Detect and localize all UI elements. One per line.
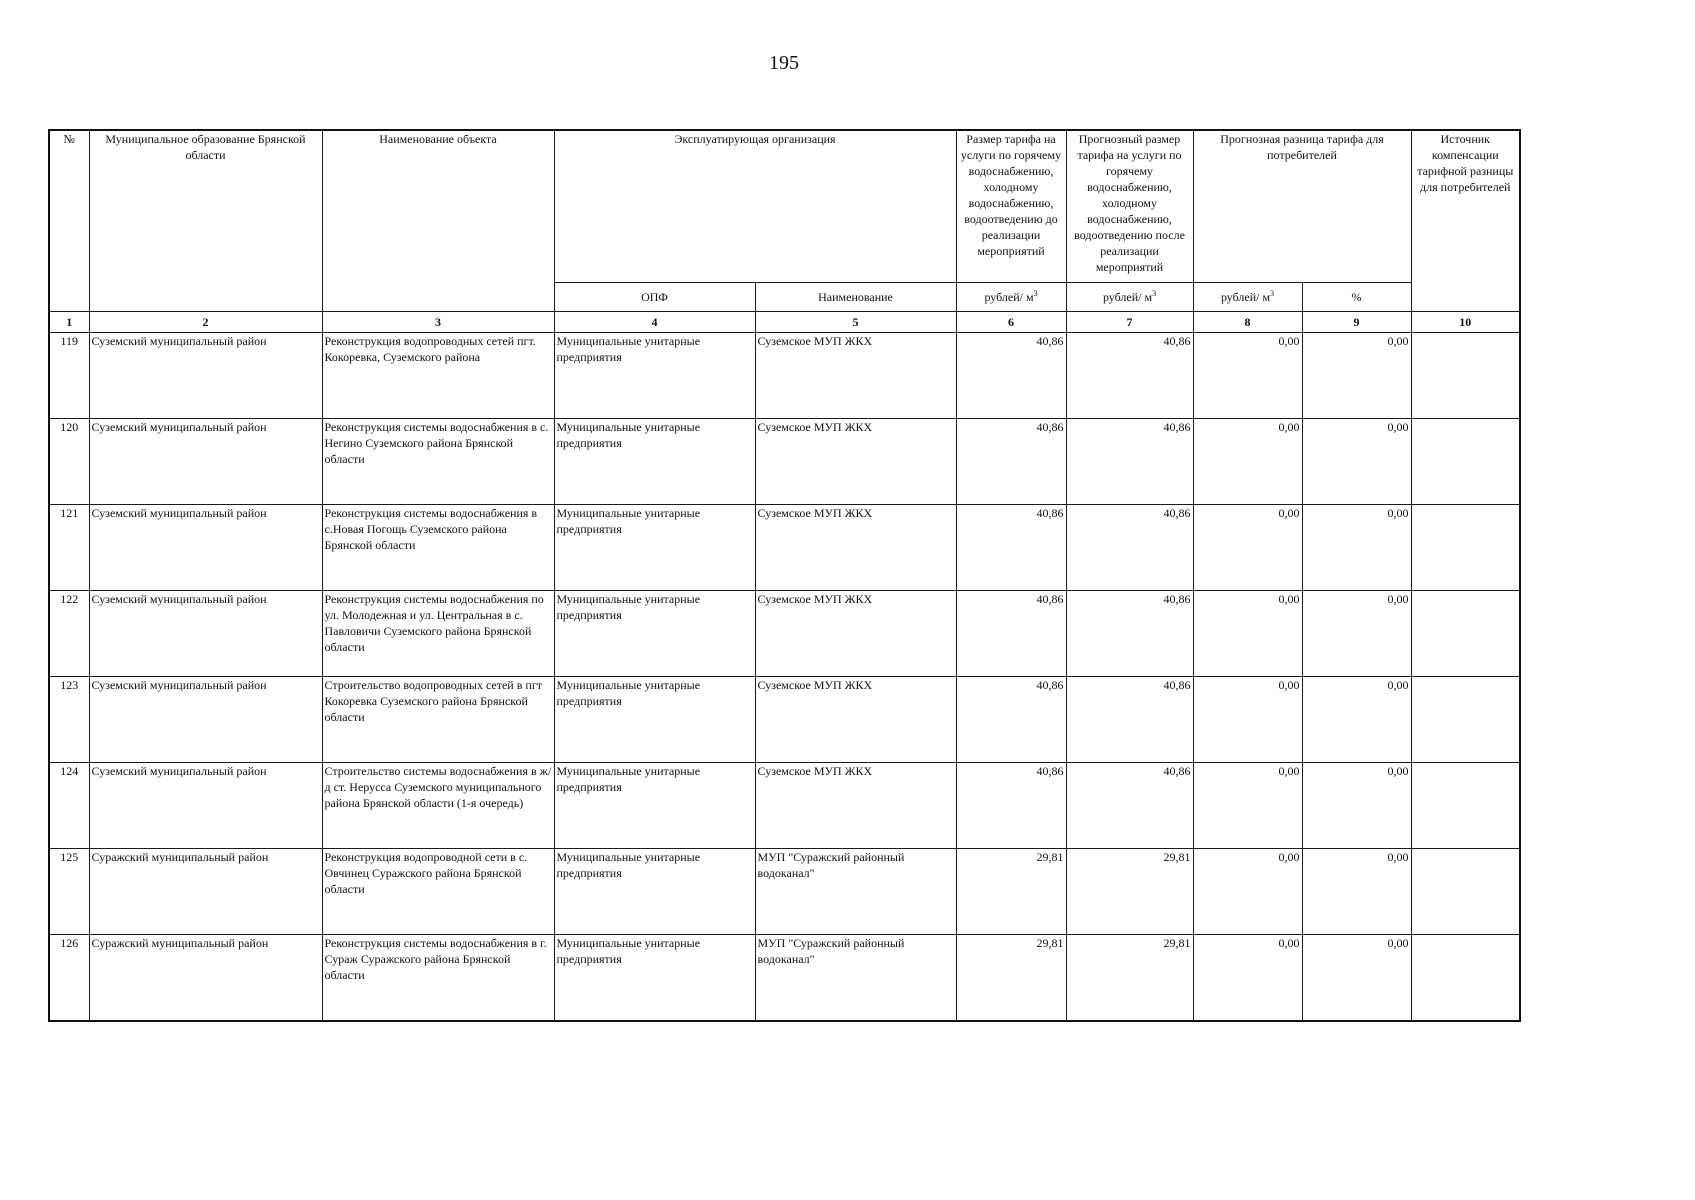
tariff-table — [48, 129, 1521, 1022]
cell-no: 119 — [49, 332, 89, 418]
unit-superscript: 3 — [1152, 288, 1157, 298]
cell-source — [1411, 762, 1520, 848]
column-number: 3 — [322, 311, 554, 332]
cell-tariff-diff: 0,00 — [1193, 676, 1302, 762]
header-unit-before — [956, 282, 1066, 311]
unit-label: рублей/ м — [1102, 289, 1153, 304]
cell-org: МУП "Суражский районный водоканал" — [755, 848, 956, 934]
cell-opf: Муниципальные унитарные предприятия — [554, 590, 755, 676]
cell-tariff-after: 40,86 — [1066, 676, 1193, 762]
cell-source — [1411, 676, 1520, 762]
cell-tariff-after: 29,81 — [1066, 848, 1193, 934]
unit-superscript: 3 — [1270, 288, 1275, 298]
table-row — [49, 762, 1520, 848]
header-operator: Эксплуатирующая организация — [554, 130, 956, 282]
cell-tariff-before: 40,86 — [956, 762, 1066, 848]
cell-municipality: Суземский муниципальный район — [89, 590, 322, 676]
cell-opf: Муниципальные унитарные предприятия — [554, 934, 755, 1021]
column-number: 6 — [956, 311, 1066, 332]
cell-opf: Муниципальные унитарные предприятия — [554, 418, 755, 504]
unit-superscript: 3 — [1033, 288, 1038, 298]
cell-org: Суземское МУП ЖКХ — [755, 676, 956, 762]
cell-no: 126 — [49, 934, 89, 1021]
cell-source — [1411, 848, 1520, 934]
table-row — [49, 332, 1520, 418]
cell-no: 125 — [49, 848, 89, 934]
cell-source — [1411, 934, 1520, 1021]
column-number: 7 — [1066, 311, 1193, 332]
page-number: 195 — [769, 52, 799, 74]
cell-tariff-percent: 0,00 — [1302, 590, 1411, 676]
cell-opf: Муниципальные унитарные предприятия — [554, 848, 755, 934]
cell-tariff-before: 29,81 — [956, 848, 1066, 934]
cell-tariff-percent: 0,00 — [1302, 418, 1411, 504]
cell-opf: Муниципальные унитарные предприятия — [554, 676, 755, 762]
cell-municipality: Суражский муниципальный район — [89, 934, 322, 1021]
cell-org: Суземское МУП ЖКХ — [755, 762, 956, 848]
cell-tariff-diff: 0,00 — [1193, 762, 1302, 848]
cell-tariff-percent: 0,00 — [1302, 504, 1411, 590]
cell-tariff-before: 40,86 — [956, 418, 1066, 504]
cell-tariff-after: 29,81 — [1066, 934, 1193, 1021]
cell-municipality: Суземский муниципальный район — [89, 762, 322, 848]
cell-tariff-diff: 0,00 — [1193, 504, 1302, 590]
table-row — [49, 418, 1520, 504]
cell-no: 123 — [49, 676, 89, 762]
unit-label: рублей/ м — [1220, 289, 1271, 304]
cell-org: МУП "Суражский районный водоканал" — [755, 934, 956, 1021]
cell-tariff-after: 40,86 — [1066, 504, 1193, 590]
cell-tariff-diff: 0,00 — [1193, 332, 1302, 418]
cell-org: Суземское МУП ЖКХ — [755, 418, 956, 504]
cell-object: Реконструкция системы водоснабжения в с.Новая Погощь Суземского района Брянской области — [322, 504, 554, 590]
cell-tariff-diff: 0,00 — [1193, 418, 1302, 504]
header-no: № — [49, 130, 89, 311]
header-compensation-source: Источник компенсации тарифной разницы для потребителей — [1411, 130, 1520, 311]
cell-source — [1411, 418, 1520, 504]
table-row — [49, 676, 1520, 762]
cell-tariff-after: 40,86 — [1066, 762, 1193, 848]
cell-org: Суземское МУП ЖКХ — [755, 504, 956, 590]
cell-tariff-after: 40,86 — [1066, 418, 1193, 504]
header-percent: % — [1302, 282, 1411, 311]
cell-tariff-after: 40,86 — [1066, 332, 1193, 418]
cell-municipality: Суземский муниципальный район — [89, 676, 322, 762]
cell-tariff-percent: 0,00 — [1302, 676, 1411, 762]
cell-tariff-diff: 0,00 — [1193, 590, 1302, 676]
cell-municipality: Суземский муниципальный район — [89, 418, 322, 504]
cell-tariff-diff: 0,00 — [1193, 934, 1302, 1021]
table-row — [49, 934, 1520, 1021]
cell-tariff-diff: 0,00 — [1193, 848, 1302, 934]
cell-org: Суземское МУП ЖКХ — [755, 590, 956, 676]
cell-tariff-after: 40,86 — [1066, 590, 1193, 676]
column-number: 8 — [1193, 311, 1302, 332]
cell-no: 120 — [49, 418, 89, 504]
header-unit-diff — [1193, 282, 1302, 311]
table-header — [49, 130, 1520, 332]
column-number: 1 — [49, 311, 89, 332]
cell-municipality: Суражский муниципальный район — [89, 848, 322, 934]
cell-object: Строительство водопроводных сетей в пгт Кокоревка Суземского района Брянской области — [322, 676, 554, 762]
cell-object: Реконструкция водопроводных сетей пгт. Кокоревка, Суземского района — [322, 332, 554, 418]
cell-tariff-before: 40,86 — [956, 676, 1066, 762]
cell-municipality: Суземский муниципальный район — [89, 504, 322, 590]
cell-object: Реконструкция водопроводной сети в с. Овчинец Суражского района Брянской области — [322, 848, 554, 934]
header-tariff-before: Размер тарифа на услуги по горячему водоснабжению, холодному водоснабжению, водоотведению до реализации мероприятий — [956, 130, 1066, 282]
header-org-name: Наименование — [755, 282, 956, 311]
cell-opf: Муниципальные унитарные предприятия — [554, 762, 755, 848]
cell-tariff-before: 40,86 — [956, 590, 1066, 676]
cell-tariff-percent: 0,00 — [1302, 934, 1411, 1021]
header-object-name: Наименование объекта — [322, 130, 554, 311]
table-row — [49, 590, 1520, 676]
cell-source — [1411, 504, 1520, 590]
cell-tariff-before: 40,86 — [956, 504, 1066, 590]
cell-source — [1411, 590, 1520, 676]
column-number: 5 — [755, 311, 956, 332]
header-opf: ОПФ — [554, 282, 755, 311]
column-number: 9 — [1302, 311, 1411, 332]
cell-no: 122 — [49, 590, 89, 676]
cell-no: 121 — [49, 504, 89, 590]
header-tariff-after: Прогнозный размер тарифа на услуги по горячему водоснабжению, холодному водоснабжению, водоотведению после реализации мероприятий — [1066, 130, 1193, 282]
cell-object: Реконструкция системы водоснабжения в г. Сураж Суражского района Брянской области — [322, 934, 554, 1021]
header-municipality: Муниципальное образование Брянской области — [89, 130, 322, 311]
cell-tariff-percent: 0,00 — [1302, 762, 1411, 848]
cell-municipality: Суземский муниципальный район — [89, 332, 322, 418]
cell-source — [1411, 332, 1520, 418]
column-number-row — [49, 311, 1520, 332]
column-number: 2 — [89, 311, 322, 332]
cell-opf: Муниципальные унитарные предприятия — [554, 332, 755, 418]
cell-no: 124 — [49, 762, 89, 848]
header-unit-after — [1066, 282, 1193, 311]
cell-tariff-before: 40,86 — [956, 332, 1066, 418]
table-row — [49, 504, 1520, 590]
cell-object: Реконструкция системы водоснабжения по ул. Молодежная и ул. Центральная в с. Павловичи Суземского района Брянской области — [322, 590, 554, 676]
cell-object: Реконструкция системы водоснабжения в с. Негино Суземского района Брянской области — [322, 418, 554, 504]
column-number: 4 — [554, 311, 755, 332]
unit-label: рублей/ м — [984, 289, 1034, 304]
cell-tariff-percent: 0,00 — [1302, 332, 1411, 418]
column-number: 10 — [1411, 311, 1520, 332]
cell-tariff-percent: 0,00 — [1302, 848, 1411, 934]
cell-tariff-before: 29,81 — [956, 934, 1066, 1021]
header-tariff-diff: Прогнозная разница тарифа для потребителей — [1193, 130, 1411, 282]
table-body — [49, 332, 1520, 1021]
cell-object: Строительство системы водоснабжения в ж/д ст. Нерусса Суземского муниципального района Брянской области (1-я очередь) — [322, 762, 554, 848]
table-row — [49, 848, 1520, 934]
cell-org: Суземское МУП ЖКХ — [755, 332, 956, 418]
cell-opf: Муниципальные унитарные предприятия — [554, 504, 755, 590]
